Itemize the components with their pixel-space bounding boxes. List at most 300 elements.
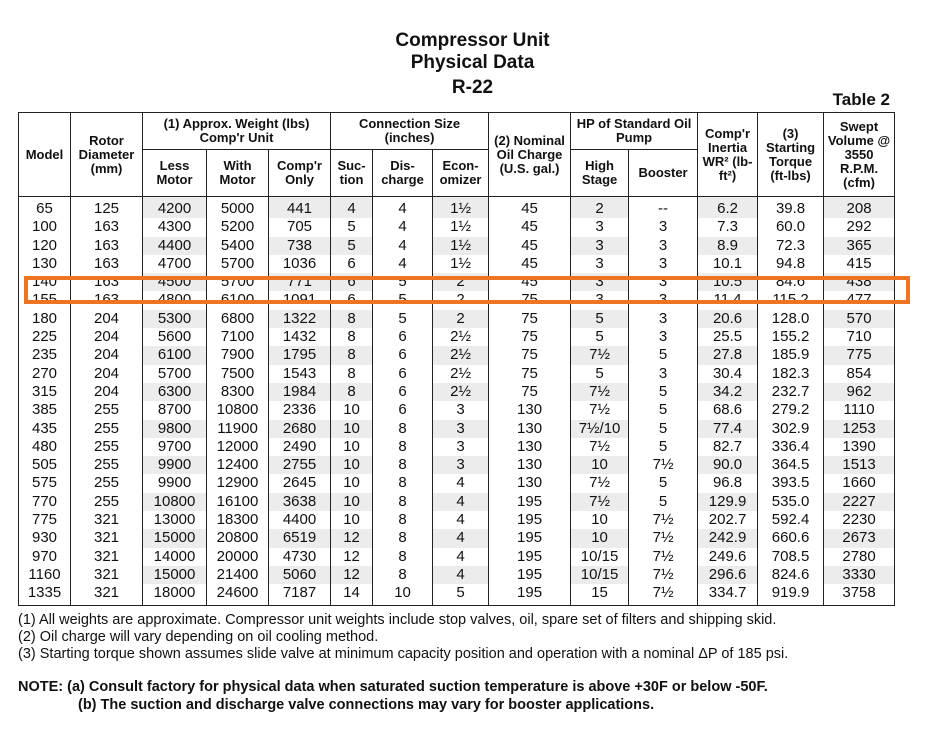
cell-torque: 94.8 <box>758 255 824 273</box>
cell-less-motor: 9800 <box>143 420 207 438</box>
cell-booster: 3 <box>629 255 698 273</box>
cell-compr-only: 2680 <box>269 420 331 438</box>
header-hp-group: HP of Standard Oil Pump <box>571 113 698 150</box>
cell-oil-charge: 45 <box>489 237 571 255</box>
cell-booster: 3 <box>629 365 698 383</box>
cell-with-motor: 6800 <box>207 310 269 328</box>
cell-economizer: 4 <box>433 493 489 511</box>
cell-compr-only: 6519 <box>269 529 331 547</box>
table-row <box>19 456 895 474</box>
cell-high-stage: 3 <box>571 291 629 309</box>
cell-torque: 592.4 <box>758 511 824 529</box>
cell-less-motor: 4800 <box>143 291 207 309</box>
table-row <box>19 197 895 219</box>
cell-torque: 393.5 <box>758 474 824 492</box>
cell-discharge: 8 <box>373 566 433 584</box>
cell-model: 225 <box>19 328 71 346</box>
cell-high-stage: 7½ <box>571 383 629 401</box>
cell-with-motor: 10800 <box>207 401 269 419</box>
cell-rotor-diameter: 204 <box>71 346 143 364</box>
header-high-stage: High Stage <box>571 150 629 197</box>
cell-compr-only: 1091 <box>269 291 331 309</box>
cell-torque: 279.2 <box>758 401 824 419</box>
header-with-motor: With Motor <box>207 150 269 197</box>
cell-discharge: 6 <box>373 365 433 383</box>
cell-rotor-diameter: 255 <box>71 420 143 438</box>
table-row <box>19 218 895 236</box>
cell-high-stage: 3 <box>571 218 629 236</box>
cell-economizer: 4 <box>433 566 489 584</box>
cell-less-motor: 9900 <box>143 456 207 474</box>
cell-model: 385 <box>19 401 71 419</box>
cell-rotor-diameter: 255 <box>71 438 143 456</box>
cell-with-motor: 5200 <box>207 218 269 236</box>
cell-less-motor: 6300 <box>143 383 207 401</box>
cell-less-motor: 15000 <box>143 529 207 547</box>
cell-swept-volume: 1110 <box>824 401 895 419</box>
cell-swept-volume: 1390 <box>824 438 895 456</box>
header-compr-only: Comp'r Only <box>269 150 331 197</box>
cell-less-motor: 5300 <box>143 310 207 328</box>
footnotes <box>18 612 788 663</box>
footnote-1: (1) All weights are approximate. Compressor unit weights include stop valves, oil, spare set of filters and shipping skid. <box>18 612 777 628</box>
cell-compr-only: 705 <box>269 218 331 236</box>
doc-title-line2: Physical Data <box>410 52 535 73</box>
cell-suction: 10 <box>331 438 373 456</box>
cell-model: 120 <box>19 237 71 255</box>
cell-booster: 5 <box>629 401 698 419</box>
cell-booster: 5 <box>629 383 698 401</box>
cell-less-motor: 5700 <box>143 365 207 383</box>
cell-inertia: 10.5 <box>698 273 758 291</box>
table-row <box>19 529 895 547</box>
cell-suction: 12 <box>331 548 373 566</box>
cell-high-stage: 10 <box>571 529 629 547</box>
cell-torque: 919.9 <box>758 584 824 605</box>
header-rotor-diameter: Rotor Diameter (mm) <box>71 113 143 197</box>
header-torque: (3) Starting Torque (ft-lbs) <box>758 113 824 197</box>
cell-swept-volume: 854 <box>824 365 895 383</box>
cell-inertia: 242.9 <box>698 529 758 547</box>
cell-booster: 7½ <box>629 548 698 566</box>
cell-oil-charge: 75 <box>489 365 571 383</box>
cell-suction: 14 <box>331 584 373 605</box>
cell-torque: 708.5 <box>758 548 824 566</box>
cell-torque: 185.9 <box>758 346 824 364</box>
cell-suction: 8 <box>331 346 373 364</box>
cell-inertia: 34.2 <box>698 383 758 401</box>
cell-with-motor: 21400 <box>207 566 269 584</box>
cell-suction: 10 <box>331 401 373 419</box>
cell-booster: 7½ <box>629 566 698 584</box>
cell-with-motor: 20000 <box>207 548 269 566</box>
cell-oil-charge: 195 <box>489 493 571 511</box>
cell-discharge: 6 <box>373 346 433 364</box>
cell-high-stage: 7½/10 <box>571 420 629 438</box>
cell-less-motor: 8700 <box>143 401 207 419</box>
cell-swept-volume: 1513 <box>824 456 895 474</box>
cell-booster: 3 <box>629 310 698 328</box>
cell-with-motor: 18300 <box>207 511 269 529</box>
cell-oil-charge: 75 <box>489 291 571 309</box>
cell-booster: 7½ <box>629 529 698 547</box>
cell-booster: 7½ <box>629 456 698 474</box>
cell-torque: 128.0 <box>758 310 824 328</box>
cell-suction: 8 <box>331 383 373 401</box>
cell-swept-volume: 2227 <box>824 493 895 511</box>
cell-high-stage: 7½ <box>571 493 629 511</box>
cell-compr-only: 3638 <box>269 493 331 511</box>
cell-inertia: 296.6 <box>698 566 758 584</box>
cell-with-motor: 5700 <box>207 255 269 273</box>
header-model: Model <box>19 113 71 197</box>
cell-model: 100 <box>19 218 71 236</box>
cell-rotor-diameter: 163 <box>71 237 143 255</box>
table-row <box>19 548 895 566</box>
cell-model: 65 <box>19 197 71 219</box>
cell-rotor-diameter: 321 <box>71 511 143 529</box>
cell-swept-volume: 2673 <box>824 529 895 547</box>
table-row <box>19 511 895 529</box>
cell-high-stage: 3 <box>571 255 629 273</box>
table-row <box>19 584 895 605</box>
cell-model: 180 <box>19 310 71 328</box>
cell-discharge: 4 <box>373 255 433 273</box>
cell-with-motor: 5400 <box>207 237 269 255</box>
cell-swept-volume: 208 <box>824 197 895 219</box>
cell-model: 770 <box>19 493 71 511</box>
cell-discharge: 8 <box>373 548 433 566</box>
cell-oil-charge: 45 <box>489 273 571 291</box>
cell-oil-charge: 45 <box>489 218 571 236</box>
cell-economizer: 3 <box>433 401 489 419</box>
cell-economizer: 1½ <box>433 237 489 255</box>
cell-compr-only: 2490 <box>269 438 331 456</box>
cell-swept-volume: 365 <box>824 237 895 255</box>
cell-discharge: 4 <box>373 237 433 255</box>
cell-oil-charge: 195 <box>489 529 571 547</box>
cell-high-stage: 3 <box>571 237 629 255</box>
cell-discharge: 6 <box>373 401 433 419</box>
cell-high-stage: 10/15 <box>571 548 629 566</box>
cell-swept-volume: 3758 <box>824 584 895 605</box>
table-row <box>19 346 895 364</box>
cell-less-motor: 9900 <box>143 474 207 492</box>
cell-economizer: 4 <box>433 548 489 566</box>
cell-booster: 5 <box>629 346 698 364</box>
cell-with-motor: 12000 <box>207 438 269 456</box>
cell-rotor-diameter: 255 <box>71 401 143 419</box>
header-weight-group: (1) Approx. Weight (lbs) Comp'r Unit <box>143 113 331 150</box>
cell-compr-only: 7187 <box>269 584 331 605</box>
cell-booster: 3 <box>629 328 698 346</box>
cell-compr-only: 5060 <box>269 566 331 584</box>
cell-discharge: 8 <box>373 493 433 511</box>
cell-swept-volume: 962 <box>824 383 895 401</box>
cell-oil-charge: 130 <box>489 474 571 492</box>
table-row <box>19 365 895 383</box>
cell-model: 140 <box>19 273 71 291</box>
cell-swept-volume: 710 <box>824 328 895 346</box>
cell-swept-volume: 3330 <box>824 566 895 584</box>
cell-with-motor: 12400 <box>207 456 269 474</box>
cell-swept-volume: 1253 <box>824 420 895 438</box>
cell-oil-charge: 195 <box>489 511 571 529</box>
cell-with-motor: 20800 <box>207 529 269 547</box>
physical-data-table <box>18 112 895 606</box>
cell-high-stage: 2 <box>571 197 629 219</box>
cell-torque: 84.6 <box>758 273 824 291</box>
table-row <box>19 237 895 255</box>
cell-rotor-diameter: 204 <box>71 328 143 346</box>
table-row <box>19 420 895 438</box>
cell-less-motor: 4400 <box>143 237 207 255</box>
cell-less-motor: 13000 <box>143 511 207 529</box>
cell-less-motor: 14000 <box>143 548 207 566</box>
cell-swept-volume: 2780 <box>824 548 895 566</box>
cell-economizer: 2 <box>433 310 489 328</box>
cell-rotor-diameter: 321 <box>71 548 143 566</box>
header-swept-volume: Swept Volume @ 3550 R.P.M. (cfm) <box>824 113 895 197</box>
cell-rotor-diameter: 321 <box>71 584 143 605</box>
cell-discharge: 6 <box>373 383 433 401</box>
cell-oil-charge: 195 <box>489 548 571 566</box>
cell-high-stage: 3 <box>571 273 629 291</box>
cell-torque: 232.7 <box>758 383 824 401</box>
cell-high-stage: 5 <box>571 328 629 346</box>
cell-less-motor: 4500 <box>143 273 207 291</box>
cell-less-motor: 18000 <box>143 584 207 605</box>
cell-high-stage: 10/15 <box>571 566 629 584</box>
cell-economizer: 3 <box>433 438 489 456</box>
cell-swept-volume: 477 <box>824 291 895 309</box>
cell-discharge: 5 <box>373 291 433 309</box>
cell-less-motor: 10800 <box>143 493 207 511</box>
cell-swept-volume: 438 <box>824 273 895 291</box>
cell-booster: 5 <box>629 438 698 456</box>
cell-economizer: 5 <box>433 584 489 605</box>
cell-swept-volume: 292 <box>824 218 895 236</box>
cell-swept-volume: 570 <box>824 310 895 328</box>
cell-torque: 660.6 <box>758 529 824 547</box>
cell-less-motor: 6100 <box>143 346 207 364</box>
cell-rotor-diameter: 163 <box>71 218 143 236</box>
cell-high-stage: 15 <box>571 584 629 605</box>
cell-booster: -- <box>629 197 698 219</box>
cell-inertia: 10.1 <box>698 255 758 273</box>
cell-swept-volume: 1660 <box>824 474 895 492</box>
cell-model: 1160 <box>19 566 71 584</box>
cell-oil-charge: 130 <box>489 401 571 419</box>
cell-with-motor: 16100 <box>207 493 269 511</box>
table-row <box>19 273 895 291</box>
cell-inertia: 7.3 <box>698 218 758 236</box>
cell-oil-charge: 75 <box>489 310 571 328</box>
header-booster: Booster <box>629 150 698 197</box>
table-row <box>19 438 895 456</box>
table-row <box>19 401 895 419</box>
cell-model: 235 <box>19 346 71 364</box>
cell-rotor-diameter: 321 <box>71 529 143 547</box>
cell-suction: 10 <box>331 474 373 492</box>
cell-economizer: 1½ <box>433 197 489 219</box>
header-oil-charge: (2) Nominal Oil Charge (U.S. gal.) <box>489 113 571 197</box>
cell-inertia: 25.5 <box>698 328 758 346</box>
note-a: NOTE: (a) Consult factory for physical data when saturated suction temperature is above +30F or below -50F. <box>18 679 768 695</box>
cell-economizer: 2½ <box>433 383 489 401</box>
cell-booster: 5 <box>629 420 698 438</box>
cell-oil-charge: 130 <box>489 438 571 456</box>
cell-swept-volume: 415 <box>824 255 895 273</box>
cell-torque: 364.5 <box>758 456 824 474</box>
cell-booster: 3 <box>629 291 698 309</box>
cell-inertia: 68.6 <box>698 401 758 419</box>
cell-model: 435 <box>19 420 71 438</box>
table-row <box>19 566 895 584</box>
cell-rotor-diameter: 163 <box>71 291 143 309</box>
cell-suction: 5 <box>331 237 373 255</box>
cell-torque: 155.2 <box>758 328 824 346</box>
cell-model: 270 <box>19 365 71 383</box>
header-connection-group: Connection Size (inches) <box>331 113 489 150</box>
cell-discharge: 8 <box>373 456 433 474</box>
cell-torque: 182.3 <box>758 365 824 383</box>
cell-economizer: 4 <box>433 529 489 547</box>
cell-suction: 10 <box>331 456 373 474</box>
cell-suction: 8 <box>331 310 373 328</box>
cell-rotor-diameter: 255 <box>71 493 143 511</box>
doc-title-line1: Compressor Unit <box>395 30 550 51</box>
cell-high-stage: 10 <box>571 456 629 474</box>
cell-high-stage: 7½ <box>571 474 629 492</box>
cell-less-motor: 4300 <box>143 218 207 236</box>
cell-model: 970 <box>19 548 71 566</box>
cell-model: 1335 <box>19 584 71 605</box>
cell-discharge: 8 <box>373 420 433 438</box>
header-economizer: Econ- omizer <box>433 150 489 197</box>
cell-less-motor: 15000 <box>143 566 207 584</box>
cell-economizer: 2½ <box>433 346 489 364</box>
cell-rotor-diameter: 204 <box>71 310 143 328</box>
cell-rotor-diameter: 255 <box>71 474 143 492</box>
cell-with-motor: 6100 <box>207 291 269 309</box>
cell-compr-only: 1036 <box>269 255 331 273</box>
cell-inertia: 20.6 <box>698 310 758 328</box>
cell-less-motor: 4700 <box>143 255 207 273</box>
cell-rotor-diameter: 321 <box>71 566 143 584</box>
cell-inertia: 77.4 <box>698 420 758 438</box>
cell-oil-charge: 130 <box>489 456 571 474</box>
cell-suction: 6 <box>331 255 373 273</box>
cell-model: 480 <box>19 438 71 456</box>
cell-with-motor: 7500 <box>207 365 269 383</box>
cell-rotor-diameter: 163 <box>71 273 143 291</box>
cell-inertia: 82.7 <box>698 438 758 456</box>
cell-economizer: 2½ <box>433 328 489 346</box>
cell-with-motor: 8300 <box>207 383 269 401</box>
cell-suction: 8 <box>331 365 373 383</box>
cell-compr-only: 2645 <box>269 474 331 492</box>
cell-torque: 60.0 <box>758 218 824 236</box>
cell-torque: 302.9 <box>758 420 824 438</box>
cell-inertia: 6.2 <box>698 197 758 219</box>
cell-torque: 115.2 <box>758 291 824 309</box>
cell-suction: 8 <box>331 328 373 346</box>
cell-inertia: 129.9 <box>698 493 758 511</box>
cell-suction: 10 <box>331 420 373 438</box>
cell-economizer: 3 <box>433 456 489 474</box>
cell-compr-only: 1795 <box>269 346 331 364</box>
cell-compr-only: 441 <box>269 197 331 219</box>
cell-high-stage: 7½ <box>571 401 629 419</box>
cell-with-motor: 12900 <box>207 474 269 492</box>
cell-inertia: 11.4 <box>698 291 758 309</box>
cell-torque: 824.6 <box>758 566 824 584</box>
header-suction: Suc- tion <box>331 150 373 197</box>
cell-economizer: 2 <box>433 273 489 291</box>
cell-booster: 3 <box>629 218 698 236</box>
cell-swept-volume: 775 <box>824 346 895 364</box>
cell-high-stage: 5 <box>571 310 629 328</box>
doc-title-refrigerant: R-22 <box>451 77 494 98</box>
cell-oil-charge: 75 <box>489 383 571 401</box>
cell-with-motor: 7100 <box>207 328 269 346</box>
cell-discharge: 4 <box>373 218 433 236</box>
cell-rotor-diameter: 163 <box>71 255 143 273</box>
table-row <box>19 474 895 492</box>
cell-compr-only: 4400 <box>269 511 331 529</box>
cell-oil-charge: 75 <box>489 346 571 364</box>
cell-inertia: 8.9 <box>698 237 758 255</box>
cell-with-motor: 11900 <box>207 420 269 438</box>
table-row <box>19 383 895 401</box>
cell-torque: 72.3 <box>758 237 824 255</box>
cell-high-stage: 7½ <box>571 346 629 364</box>
cell-booster: 7½ <box>629 584 698 605</box>
cell-torque: 535.0 <box>758 493 824 511</box>
cell-rotor-diameter: 204 <box>71 365 143 383</box>
cell-less-motor: 5600 <box>143 328 207 346</box>
cell-discharge: 4 <box>373 197 433 219</box>
cell-economizer: 4 <box>433 511 489 529</box>
cell-suction: 10 <box>331 493 373 511</box>
cell-less-motor: 9700 <box>143 438 207 456</box>
header-discharge: Dis- charge <box>373 150 433 197</box>
cell-model: 575 <box>19 474 71 492</box>
cell-compr-only: 1432 <box>269 328 331 346</box>
cell-suction: 6 <box>331 291 373 309</box>
table-row <box>19 291 895 309</box>
cell-suction: 12 <box>331 566 373 584</box>
cell-less-motor: 4200 <box>143 197 207 219</box>
cell-compr-only: 4730 <box>269 548 331 566</box>
cell-high-stage: 5 <box>571 365 629 383</box>
cell-compr-only: 2336 <box>269 401 331 419</box>
cell-economizer: 1½ <box>433 255 489 273</box>
cell-booster: 7½ <box>629 511 698 529</box>
cell-oil-charge: 195 <box>489 566 571 584</box>
note-block <box>18 678 768 714</box>
cell-suction: 6 <box>331 273 373 291</box>
cell-with-motor: 5000 <box>207 197 269 219</box>
cell-with-motor: 7900 <box>207 346 269 364</box>
cell-inertia: 249.6 <box>698 548 758 566</box>
cell-model: 930 <box>19 529 71 547</box>
cell-torque: 336.4 <box>758 438 824 456</box>
header-inertia: Comp'r Inertia WR² (lb-ft²) <box>698 113 758 197</box>
cell-model: 775 <box>19 511 71 529</box>
note-b: (b) The suction and discharge valve connections may vary for booster applications. <box>78 697 655 713</box>
